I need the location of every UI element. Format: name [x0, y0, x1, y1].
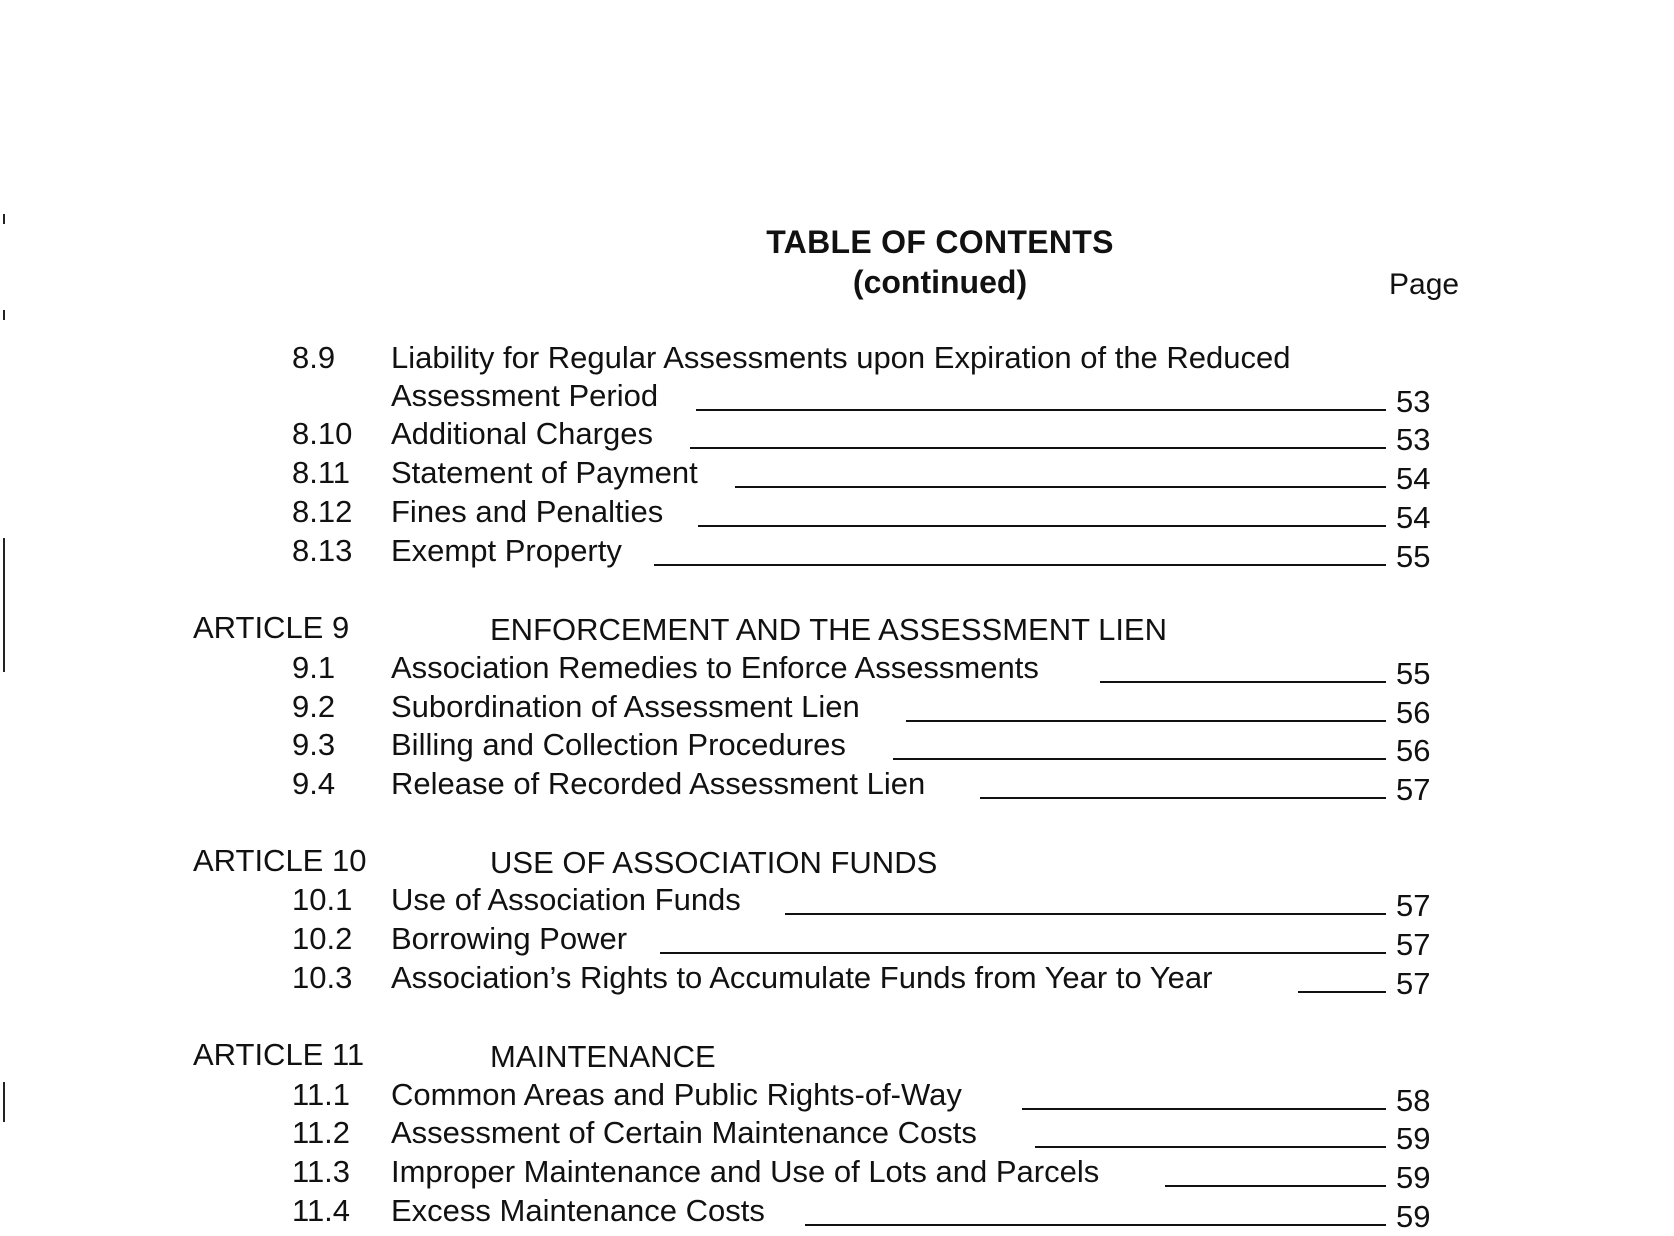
article-title: ENFORCEMENT AND THE ASSESSMENT LIEN [490, 612, 1167, 647]
section-number: 10.2 [292, 921, 353, 956]
section-title: Exempt Property [391, 533, 622, 568]
section-number: 11.3 [292, 1154, 351, 1189]
dot-leader [698, 525, 1386, 527]
article-label: ARTICLE 10 [193, 843, 367, 878]
toc-entry [0, 378, 1674, 419]
section-title: Additional Charges [391, 416, 653, 451]
page-number: 54 [1396, 500, 1431, 535]
page-number: 53 [1396, 384, 1431, 419]
page-number: 54 [1396, 461, 1431, 496]
section-number: 9.4 [292, 766, 336, 801]
toc-entry [0, 494, 1674, 535]
toc-entry [0, 1077, 1674, 1118]
section-title: Assessment Period [391, 378, 659, 413]
page-number: 55 [1396, 656, 1431, 691]
page-number: 57 [1396, 966, 1431, 1001]
article-title: MAINTENANCE [490, 1039, 716, 1074]
toc-entry [0, 650, 1674, 691]
toc-subtitle: (continued) [852, 264, 1028, 300]
toc-entry [0, 1115, 1674, 1156]
section-number: 9.3 [292, 727, 336, 762]
article-label: ARTICLE 11 [193, 1037, 365, 1072]
toc-entry [0, 960, 1674, 1001]
section-title: Use of Association Funds [391, 882, 741, 917]
toc-entry [0, 689, 1674, 730]
section-title: Statement of Payment [391, 455, 698, 490]
page-number: 56 [1396, 733, 1431, 768]
section-number: 9.2 [292, 689, 336, 724]
section-title: Fines and Penalties [391, 494, 664, 529]
section-title: Association Remedies to Enforce Assessments [391, 650, 1039, 685]
page-number: 58 [1396, 1083, 1431, 1118]
section-number: 8.9 [292, 340, 336, 375]
article-heading [0, 610, 1674, 648]
section-number: 11.2 [292, 1115, 351, 1150]
section-title: Excess Maintenance Costs [391, 1193, 765, 1228]
toc-entry [0, 882, 1674, 923]
section-title: Assessment of Certain Maintenance Costs [391, 1115, 977, 1150]
dot-leader [660, 952, 1386, 954]
section-title: Borrowing Power [391, 921, 628, 956]
section-title: Subordination of Assessment Lien [391, 689, 860, 724]
dot-leader [690, 447, 1386, 449]
toc-entry [0, 455, 1674, 496]
section-number: 11.1 [292, 1077, 351, 1112]
dot-leader [1035, 1146, 1386, 1148]
dot-leader [906, 720, 1386, 722]
section-title: Billing and Collection Procedures [391, 727, 846, 762]
dot-leader [893, 758, 1386, 760]
article-label: ARTICLE 9 [193, 610, 350, 645]
toc-entry [0, 1193, 1674, 1234]
section-number: 9.1 [292, 650, 336, 685]
page-column-label: Page [1389, 268, 1460, 301]
section-number: 10.1 [292, 882, 353, 917]
page-number: 57 [1396, 772, 1431, 807]
dot-leader [805, 1224, 1386, 1226]
dot-leader [1022, 1108, 1386, 1110]
section-number: 10.3 [292, 960, 353, 995]
toc-entry [0, 533, 1674, 574]
section-number: 8.11 [292, 455, 351, 490]
page-number: 59 [1396, 1199, 1431, 1234]
dot-leader [785, 913, 1386, 915]
scan-edge-mark [3, 310, 5, 320]
dot-leader [1298, 991, 1386, 993]
article-title: USE OF ASSOCIATION FUNDS [490, 845, 938, 880]
section-number: 8.10 [292, 416, 353, 451]
page-number: 55 [1396, 539, 1431, 574]
section-title: Common Areas and Public Rights-of-Way [391, 1077, 962, 1112]
section-title: Association’s Rights to Accumulate Funds from Year to Year [391, 960, 1213, 995]
page-number: 56 [1396, 695, 1431, 730]
article-heading [0, 1037, 1674, 1075]
toc-title: TABLE OF CONTENTS [766, 224, 1114, 260]
page-number: 57 [1396, 888, 1431, 923]
section-number: 8.13 [292, 533, 353, 568]
section-title: Improper Maintenance and Use of Lots and Parcels [391, 1154, 1100, 1189]
section-title-line1: Liability for Regular Assessments upon Expiration of the Reduced [391, 340, 1291, 375]
scan-edge-mark [3, 214, 5, 224]
toc-entry [0, 1154, 1674, 1195]
dot-leader [1165, 1185, 1386, 1187]
toc-entry [0, 340, 1674, 378]
article-heading [0, 843, 1674, 881]
section-title: Release of Recorded Assessment Lien [391, 766, 926, 801]
toc-entry [0, 921, 1674, 962]
toc-entry [0, 416, 1674, 457]
toc-entry [0, 727, 1674, 768]
page-number: 53 [1396, 422, 1431, 457]
dot-leader [1100, 681, 1386, 683]
page-number: 59 [1396, 1121, 1431, 1156]
dot-leader [980, 797, 1386, 799]
page-number: 57 [1396, 927, 1431, 962]
section-number: 8.12 [292, 494, 353, 529]
dot-leader [696, 409, 1386, 411]
section-number: 11.4 [292, 1193, 351, 1228]
page-number: 59 [1396, 1160, 1431, 1195]
toc-entry [0, 766, 1674, 807]
dot-leader [735, 486, 1386, 488]
dot-leader [654, 564, 1386, 566]
